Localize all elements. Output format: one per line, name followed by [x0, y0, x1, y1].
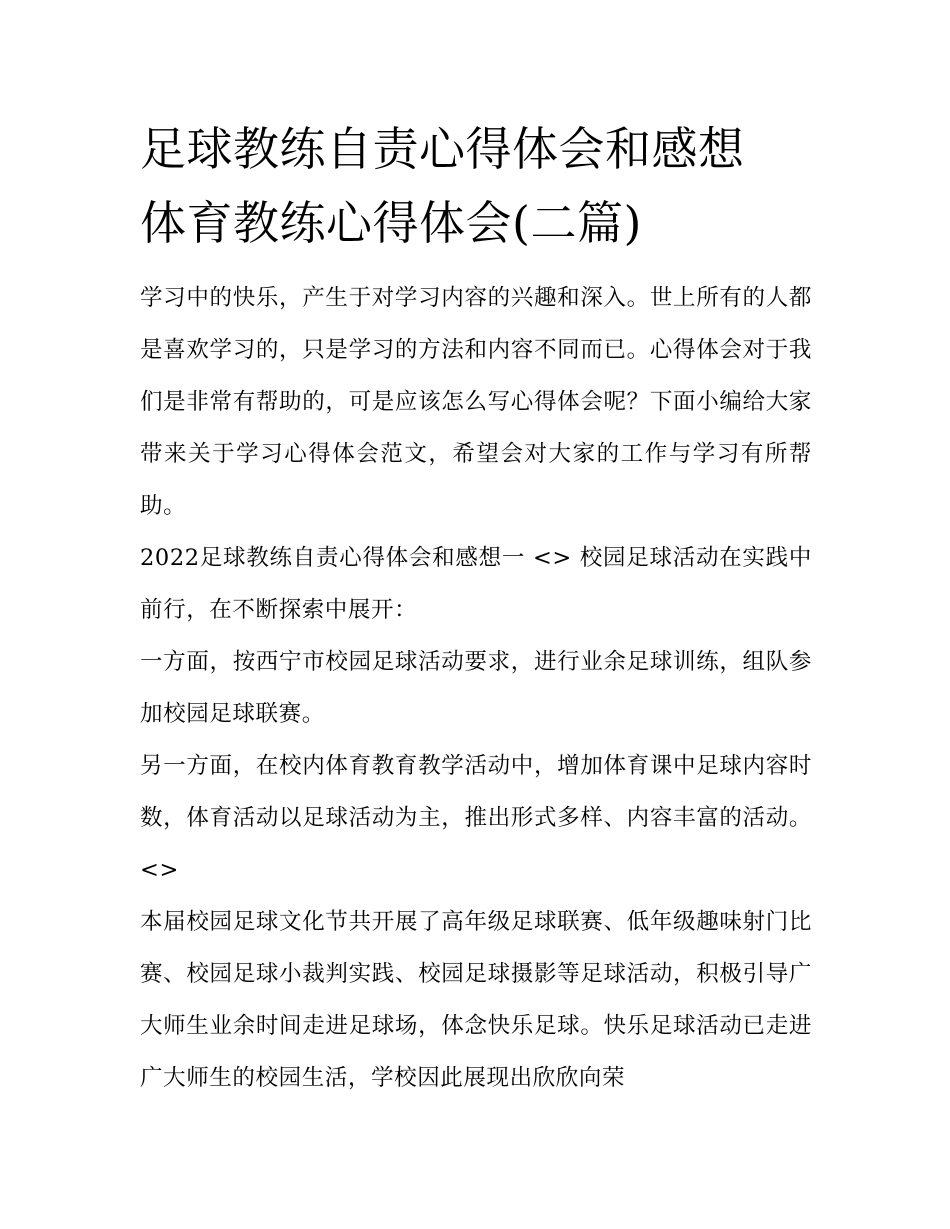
document-content — [140, 112, 812, 1104]
paragraph-heading-one: 2022足球教练自责心得体会和感想一 <> 校园足球活动在实践中前行，在不断探索中展开： — [140, 545, 812, 623]
paragraph-second-aspect: 另一方面，在校内体育教育教学活动中，增加体育课中足球内容时数，体育活动以足球活动为主，推出形式多样、内容丰富的活动。 <> — [140, 753, 812, 883]
paragraph-first-aspect: 一方面，按西宁市校园足球活动要求，进行业余足球训练，组队参加校园足球联赛。 — [140, 649, 812, 727]
paragraph-festival: 本届校园足球文化节共开展了高年级足球联赛、低年级趣味射门比赛、校园足球小裁判实践、校园足球摄影等足球活动，积极引导广大师生业余时间走进足球场，体念快乐足球。快乐足球活动已走进广大师生的校园生活，学校因此展现出欣欣向荣 — [140, 909, 812, 1091]
title-line-2: 体育教练心得体会(二篇) — [140, 196, 642, 250]
title-line-1: 足球教练自责心得体会和感想 — [140, 122, 745, 176]
paragraph-intro: 学习中的快乐，产生于对学习内容的兴趣和深入。世上所有的人都是喜欢学习的，只是学习的方法和内容不同而已。心得体会对于我们是非常有帮助的，可是应该怎么写心得体会呢？下面小编给大家带来关于学习心得体会范文，希望会对大家的工作与学习有所帮助。 — [140, 285, 812, 519]
document-body — [140, 272, 812, 1104]
document-title — [140, 112, 812, 260]
